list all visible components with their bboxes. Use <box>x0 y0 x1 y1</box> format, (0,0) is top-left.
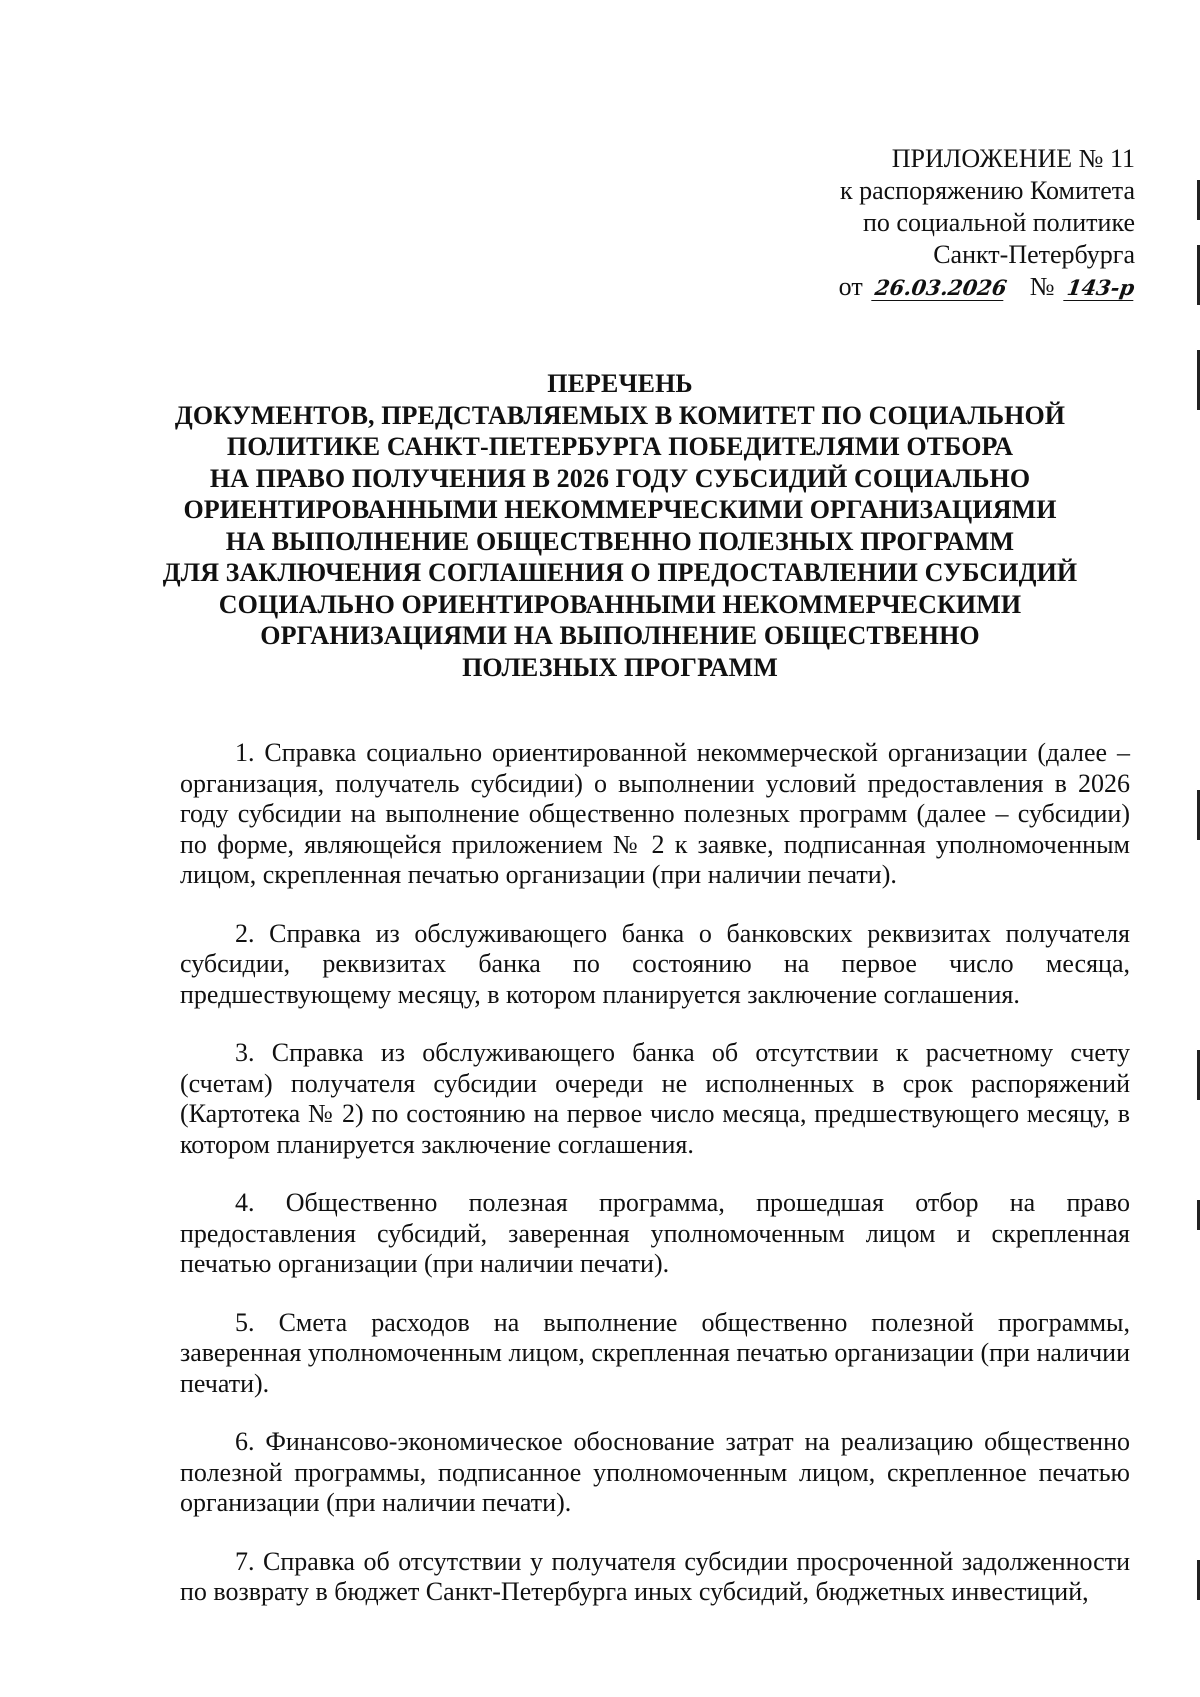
title-line: СОЦИАЛЬНО ОРИЕНТИРОВАННЫМИ НЕКОММЕРЧЕСКИМИ <box>218 589 1022 619</box>
number-prefix: № <box>1029 272 1055 301</box>
title-line: ПЕРЕЧЕНЬ <box>547 369 693 398</box>
list-item-7: 7. Справка об отсутствии у получателя субсидии просроченной задолженности по возврату в бюджет Санкт-Петербурга иных субсидий, бюджетных инвестиций, <box>180 1546 1130 1606</box>
appendix-line-4: Санкт-Петербурга <box>933 240 1135 269</box>
title-line: ДЛЯ ЗАКЛЮЧЕНИЯ СОГЛАШЕНИЯ О ПРЕДОСТАВЛЕНИИ СУБСИДИЙ <box>162 558 1078 587</box>
title-line: НА ВЫПОЛНЕНИЕ ОБЩЕСТВЕННО ПОЛЕЗНЫХ ПРОГРАММ <box>225 526 1015 556</box>
appendix-line-3: по социальной политике <box>863 208 1135 237</box>
appendix-date-line <box>715 271 1135 303</box>
document-title <box>150 368 1090 683</box>
appendix-block <box>715 143 1135 303</box>
appendix-title: ПРИЛОЖЕНИЕ № 11 <box>891 144 1135 173</box>
list-item-5: 5. Смета расходов на выполнение общественно полезной программы, заверенная уполномоченным лицом, скрепленная печатью организации (при наличии печати). <box>180 1307 1130 1398</box>
title-line: НА ПРАВО ПОЛУЧЕНИЯ В 2026 ГОДУ СУБСИДИЙ СОЦИАЛЬНО <box>209 463 1031 493</box>
date-prefix: от <box>838 272 863 301</box>
list-item-2: 2. Справка из обслуживающего банка о банковских реквизитах получателя субсидии, реквизитах банка по состоянию на первое число месяца, предшествующему месяцу, в котором планируется заключение соглашения. <box>180 918 1130 1009</box>
list-item-4: 4. Общественно полезная программа, прошедшая отбор на право предоставления субсидий, заверенная уполномоченным лицом и скрепленная печатью организации (при наличии печати). <box>180 1188 1130 1278</box>
document-body <box>180 738 1130 1636</box>
appendix-line-2: к распоряжению Комитета <box>839 176 1135 205</box>
title-line: ДОКУМЕНТОВ, ПРЕДСТАВЛЯЕМЫХ В КОМИТЕТ ПО СОЦИАЛЬНОЙ <box>174 400 1066 430</box>
list-item-6: 6. Финансово-экономическое обоснование затрат на реализацию общественно полезной программы, подписанное уполномоченным лицом, скрепленное печатью организации (при наличии печати). <box>180 1427 1130 1517</box>
handwritten-date: 26.03.2026 <box>871 276 1007 301</box>
handwritten-number: 143-р <box>1063 276 1137 301</box>
title-line: ОРИЕНТИРОВАННЫМИ НЕКОММЕРЧЕСКИМИ ОРГАНИЗАЦИЯМИ <box>183 495 1057 524</box>
list-item-1: 1. Справка социально ориентированной некоммерческой организации (далее – организация, получатель субсидии) о выполнении условий предоставления в 2026 году субсидии на выполнение общественно полезных программ (далее – субсидии) по форме, являющейся приложением № 2 к заявке, подписанная уполномоченным лицом, скрепленная печатью организации (при наличии печати). <box>180 738 1130 889</box>
list-item-3: 3. Справка из обслуживающего банка об отсутствии к расчетному счету (счетам) получателя субсидии очереди не исполненных в срок распоряжений (Картотека № 2) по состоянию на первое число месяца, предшествующего месяцу, в котором планируется заключение соглашения. <box>180 1038 1130 1159</box>
title-line: ПОЛИТИКЕ САНКТ-ПЕТЕРБУРГА ПОБЕДИТЕЛЯМИ ОТБОРА <box>226 432 1014 461</box>
title-line: ОРГАНИЗАЦИЯМИ НА ВЫПОЛНЕНИЕ ОБЩЕСТВЕННО <box>260 621 980 650</box>
title-line: ПОЛЕЗНЫХ ПРОГРАММ <box>462 652 778 682</box>
